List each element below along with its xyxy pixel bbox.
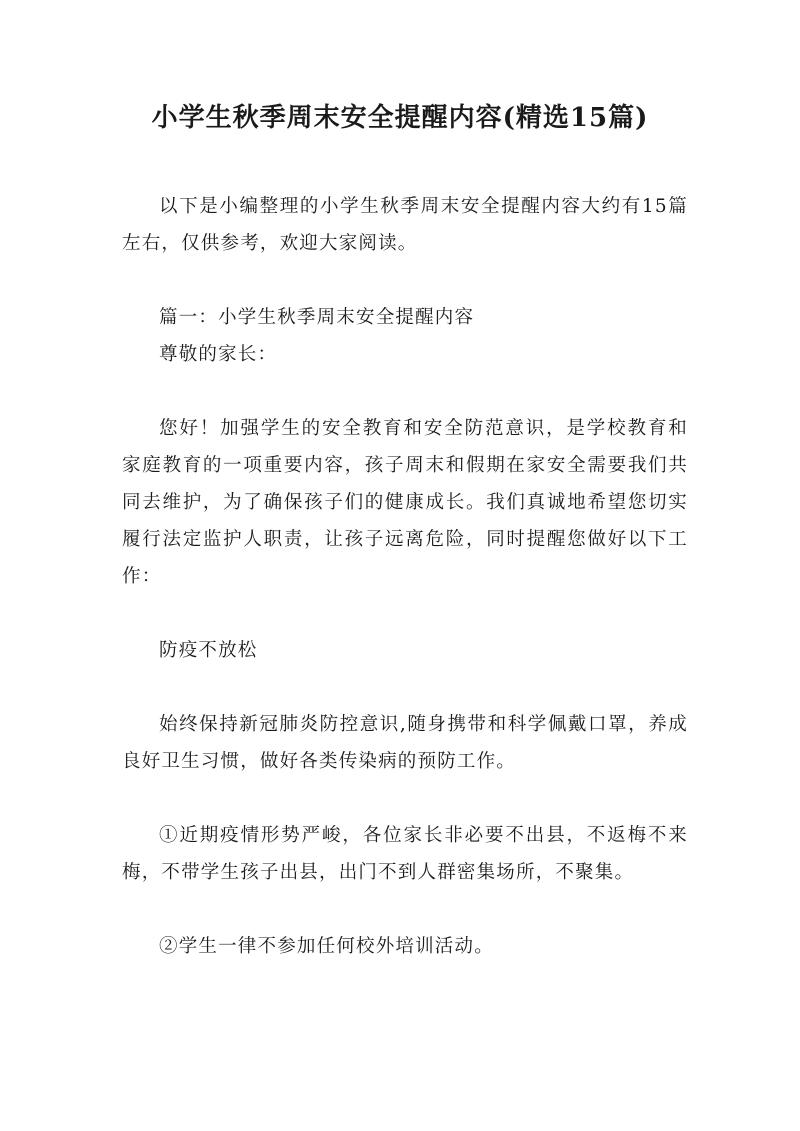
- greeting-paragraph: 您好！加强学生的安全教育和安全防范意识，是学校教育和家庭教育的一项重要内容，孩子周末和假期在家安全需要我们共同去维护，为了确保孩子们的健康成长。我们真诚地希望您切实履行法定监护人职责，让孩子远离危险，同时提醒您做好以下工作：: [122, 418, 688, 587]
- epidemic-paragraph: 始终保持新冠肺炎防控意识,随身携带和科学佩戴口罩，养成良好卫生习惯，做好各类传染病的预防工作。: [122, 714, 688, 772]
- paragraph-spacer: [122, 669, 688, 706]
- paragraph-spacer: [122, 891, 688, 928]
- paragraph-spacer: [122, 373, 688, 410]
- section-heading: 篇一：小学生秋季周末安全提醒内容: [159, 307, 475, 328]
- rule-item-1: ①近期疫情形势严峻，各位家长非必要不出县，不返梅不来梅，不带学生孩子出县，出门不到人群密集场所，不聚集。: [122, 825, 688, 883]
- rule-item-2: ②学生一律不参加任何校外培训活动。: [159, 936, 494, 957]
- subheading-epidemic: 防疫不放松: [159, 640, 258, 661]
- intro-paragraph: 以下是小编整理的小学生秋季周末安全提醒内容大约有15篇左右，仅供参考，欢迎大家阅读。: [122, 196, 688, 254]
- paragraph-spacer: [122, 595, 688, 632]
- salutation: 尊敬的家长：: [159, 344, 278, 365]
- document-title: 小学生秋季周末安全提醒内容(精选15篇): [151, 103, 649, 133]
- paragraph-spacer: [122, 262, 688, 299]
- paragraph-spacer: [122, 780, 688, 817]
- document-body: [122, 188, 688, 965]
